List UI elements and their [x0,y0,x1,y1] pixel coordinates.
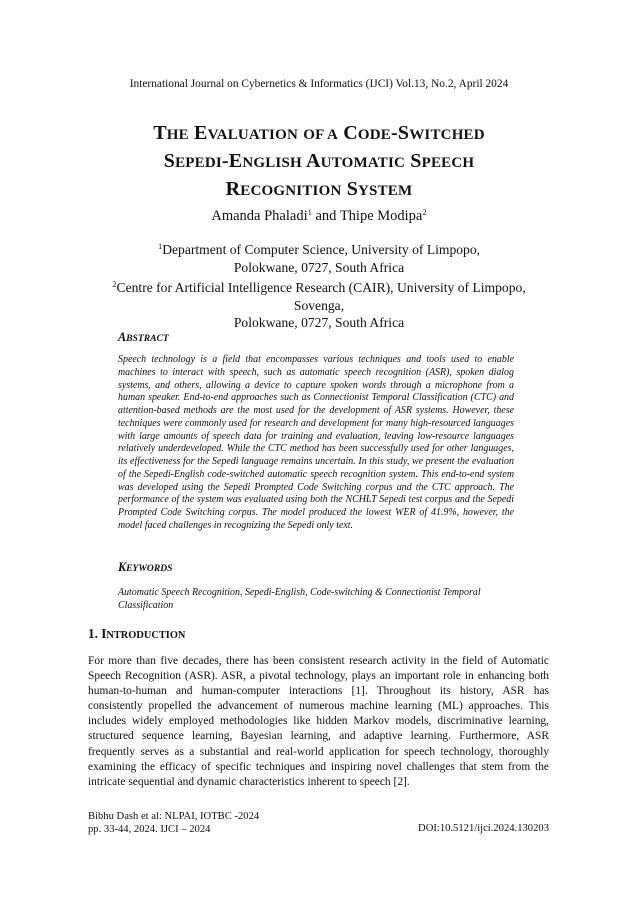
affiliation-marker: 1 [157,241,163,251]
title-word: AUTOMATIC [306,150,406,172]
author-name: Amanda Phaladi [211,208,308,224]
title-word: EVALUATION [194,122,298,144]
author-list [0,207,638,225]
title-hyphen: - [391,122,398,144]
affiliation-line: Sovenga, [293,297,345,313]
title-word: OF A [303,127,339,143]
title-word: RECOGNITION [225,178,342,200]
introduction-paragraph: For more than five decades, there has been consistent research activity in the field of Automatic Speech Recognition (ASR). ASR, a pivotal technology, plays an important role in enhancing both human-to-human and human-computer interactions [1]. Throughout its history, ASR has consistently propelled the advancement of numerous machine learning (ML) approaches. This includes widely employed methodologies like hidden Markov models, discriminative learning, structured sequence learning, Bayesian learning, and adaptive learning. Furthermore, ASR frequently serves as a substantial and real-world application for speech technology, thoroughly examining the efficacy of specific techniques and inspiring novel challenges that stem from the intricate sequential and dynamic characteristics inherent to speech [2]. [88,655,549,788]
title-line-1 [0,120,638,148]
title-word: SPEECH [410,150,475,172]
affiliations [0,238,638,332]
author-name: Thipe Modipa [339,208,423,224]
keywords-heading: KEYWORDS [118,560,173,574]
keywords-text: Automatic Speech Recognition, Sepedi-English, Code-switching & Connectionist Temporal Classification [118,587,481,611]
abstract-heading: ABSTRACT [118,330,169,344]
abstract-text: Speech technology is a field that encompasses various techniques and tools used to enable machines to interact with speech, such as automatic speech recognition (ASR), spoken dialog systems, and others, allowing a device to capture spoken words through a microphone from a human speaker. End-to-end approaches such as Connectionist Temporal Classification (CTC) and attention-based methods are the most used for the development of ASR systems. However, these techniques were commonly used for research and development for many high-resourced languages with large amounts of speech data for training and evaluation, leaving low-resource languages relatively underdeveloped. While the CTC method has been successfully used for other languages, its effectiveness for the Sepedi language remains uncertain. In this study, we present the evaluation of the Sepedi-English code-switched automatic speech recognition system. This end-to-end system was developed using the Sepedi Prompted Code Switching corpus and the CTC approach. The performance of the system was evaluated using both the NCHLT Sepedi test corpus and the Sepedi Prompted Code Switching corpus. The model produced the lowest WER of 41.9%, however, the model faced challenges in recognizing the Sepedi only text. [118,354,514,531]
paper-title [0,120,638,204]
title-word: THE [153,122,189,144]
author-conjunction: and [311,208,340,224]
footer-line: pp. 33-44, 2024. IJCI – 2024 [88,824,211,835]
introduction-heading: 1. INTRODUCTION [88,626,186,641]
footer-doi: DOI:10.5121/ijci.2024.130203 [418,823,549,834]
title-line-2 [0,148,638,176]
title-word: ENGLISH [228,150,302,172]
affiliation-line: Polokwane, 0727, South Africa [233,259,405,275]
author-affil-marker: 1 [307,207,312,217]
title-word: CODE [343,122,392,144]
title-hyphen: - [221,150,229,172]
footer-line: Bibhu Dash et al: NLPAI, IOTBC -2024 [88,811,260,822]
title-word: SYSTEM [346,178,413,200]
author-affil-marker: 2 [422,207,427,217]
journal-header: International Journal on Cybernetics & Informatics (IJCI) Vol.13, No.2, April 2024 [129,78,509,90]
title-line-3 [0,176,638,204]
title-word: SEPEDI [163,150,222,172]
affiliation-line: Polokwane, 0727, South Africa [233,315,405,331]
affiliation-marker: 2 [112,279,117,290]
footer-citation [88,810,259,836]
affiliation-line: $^2$Centre for Artificial Intelligence Research (CAIR), University of Limpopo, [112,279,526,296]
affiliation-line: $^1$Department of Computer Science, University of Limpopo, [157,241,481,257]
title-word: SWITCHED [397,122,485,144]
